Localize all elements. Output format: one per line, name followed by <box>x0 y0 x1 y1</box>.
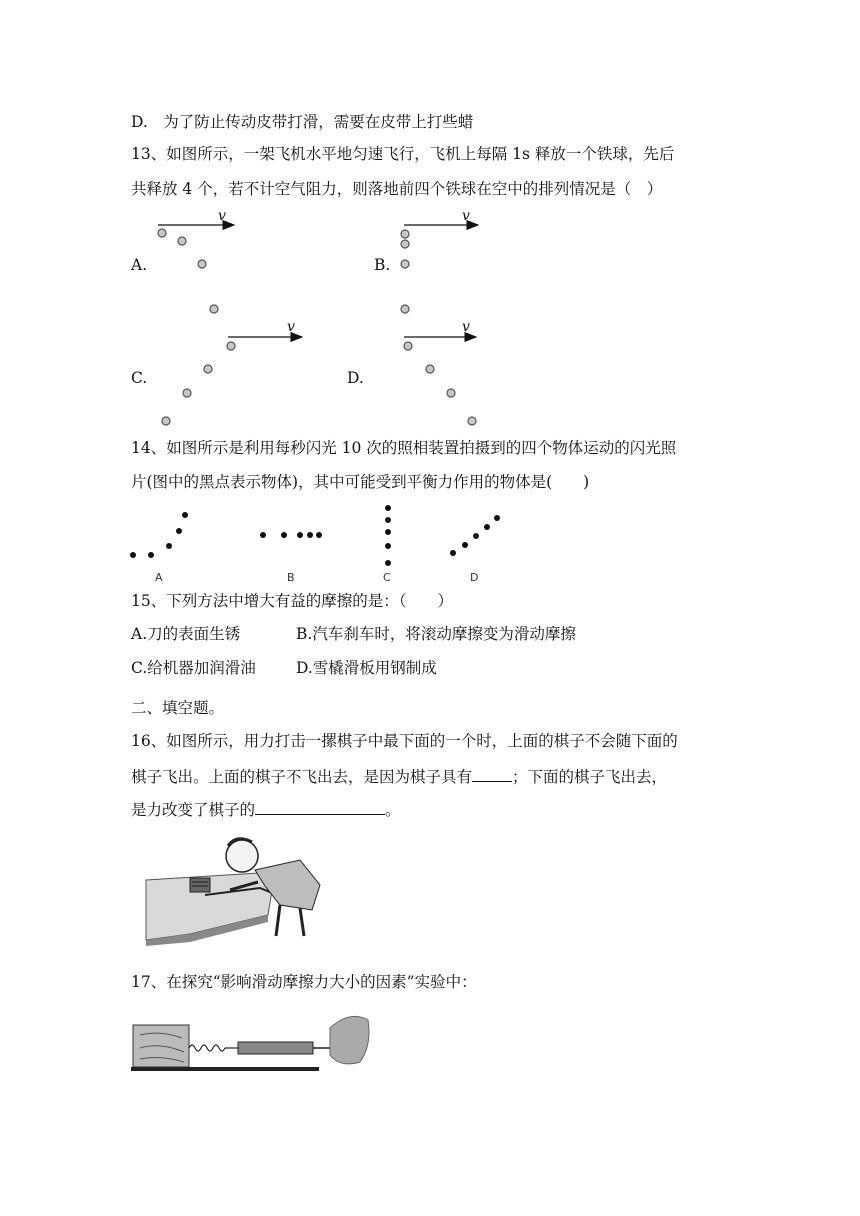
iron-ball <box>183 389 191 397</box>
q14-stem-line1: 14、如图所示是利用每秒闪光 10 次的照相装置拍摄到的四个物体运动的闪光照 <box>131 439 677 457</box>
velocity-label: v <box>462 208 470 224</box>
strobe-dot <box>281 532 287 538</box>
strobe-dot <box>385 529 391 535</box>
strobe-dot <box>385 560 391 566</box>
q13-figure-c <box>162 319 302 425</box>
q16-stem-line2 <box>131 765 667 788</box>
strobe-dot <box>385 517 391 523</box>
q15-option-d: D.雪橇滑板用钢制成 <box>296 659 437 677</box>
iron-ball <box>178 237 186 245</box>
strobe-dot <box>307 532 313 538</box>
q14-letter-d: D <box>470 571 479 584</box>
strobe-dot <box>385 505 391 511</box>
q13-label-d: D. <box>347 369 364 387</box>
strobe-dot <box>148 552 154 558</box>
q15-stem: 15、下列方法中增大有益的摩擦的是：（ ） <box>131 592 453 610</box>
strobe-dot <box>494 515 500 521</box>
spring <box>189 1045 225 1051</box>
iron-ball <box>401 240 409 248</box>
strobe-dot <box>462 542 468 548</box>
q15-option-c: C.给机器加润滑油 <box>131 659 256 677</box>
q14-stem-line2: 片(图中的黑点表示物体)，其中可能受到平衡力作用的物体是( ) <box>131 473 590 491</box>
iron-ball <box>401 305 409 313</box>
q14-letter-c: C <box>383 571 391 584</box>
strobe-dot <box>450 550 456 556</box>
q13-figure-d <box>404 319 476 425</box>
q15-option-b: B.汽车刹车时，将滚动摩擦变为滑动摩擦 <box>296 625 576 643</box>
iron-ball <box>404 342 412 350</box>
velocity-label: v <box>287 319 295 335</box>
iron-ball <box>210 305 218 313</box>
q17-illustration <box>131 1016 369 1071</box>
section-title: 二、填空题。 <box>131 699 225 717</box>
velocity-label: v <box>218 208 226 224</box>
q15-option-a: A.刀的表面生锈 <box>131 625 241 643</box>
q14-figure-d <box>450 515 500 584</box>
q16-text-3b: 。 <box>385 801 401 819</box>
strobe-dot <box>484 524 490 530</box>
q16-stem-line1: 16、如图所示，用力打击一摞棋子中最下面的一个时，上面的棋子不会随下面的 <box>131 732 678 750</box>
q13-figure-a <box>158 208 234 313</box>
strobe-dot <box>176 528 182 534</box>
strobe-dot <box>182 512 188 518</box>
q16-text-2b: ；下面的棋子飞出去， <box>512 768 668 786</box>
q14-figure-b <box>260 532 322 584</box>
velocity-label: v <box>462 319 470 335</box>
q14-figure-a <box>130 512 188 584</box>
answer-blank-1[interactable] <box>472 765 512 782</box>
spring-scale <box>238 1042 313 1054</box>
q14-letter-b: B <box>287 571 295 584</box>
strobe-dot <box>385 543 391 549</box>
iron-ball <box>204 365 212 373</box>
iron-ball <box>401 230 409 238</box>
iron-ball <box>162 417 170 425</box>
strobe-dot <box>297 532 303 538</box>
q17-stem: 17、在探究“影响滑动摩擦力大小的因素”实验中： <box>131 973 477 991</box>
q13-label-a: A. <box>131 256 148 274</box>
board <box>131 1067 319 1071</box>
iron-ball <box>198 260 206 268</box>
iron-ball <box>158 229 166 237</box>
strobe-dot <box>166 543 172 549</box>
iron-ball <box>447 389 455 397</box>
iron-ball <box>426 365 434 373</box>
strobe-dot <box>316 532 322 538</box>
q14-figure-c <box>383 505 391 584</box>
q16-text-2a: 棋子飞出。上面的棋子不飞出去，是因为棋子具有 <box>131 768 473 786</box>
strobe-dot <box>130 552 136 558</box>
q12-option-d: D. 为了防止传动皮带打滑，需要在皮带上打些蜡 <box>131 113 474 131</box>
q16-illustration <box>146 836 336 946</box>
q13-stem-line2: 共释放 4 个，若不计空气阻力，则落地前四个铁球在空中的排列情况是（ ） <box>131 180 663 198</box>
chess-stack <box>190 878 210 892</box>
q16-text-3a: 是力改变了棋子的 <box>131 801 256 819</box>
iron-ball <box>401 260 409 268</box>
q13-stem-line1: 13、如图所示，一架飞机水平地匀速飞行，飞机上每隔 1s 释放一个铁球，先后 <box>131 145 675 163</box>
q13-label-b: B. <box>374 256 391 274</box>
strobe-dot <box>473 533 479 539</box>
q14-letter-a: A <box>155 571 163 584</box>
strobe-dot <box>260 532 266 538</box>
answer-blank-2[interactable] <box>255 798 385 815</box>
iron-ball <box>227 342 235 350</box>
hand <box>330 1016 369 1063</box>
q16-stem-line3 <box>131 798 401 821</box>
iron-ball <box>468 417 476 425</box>
q13-label-c: C. <box>131 369 148 387</box>
q13-figure-b <box>401 208 478 313</box>
